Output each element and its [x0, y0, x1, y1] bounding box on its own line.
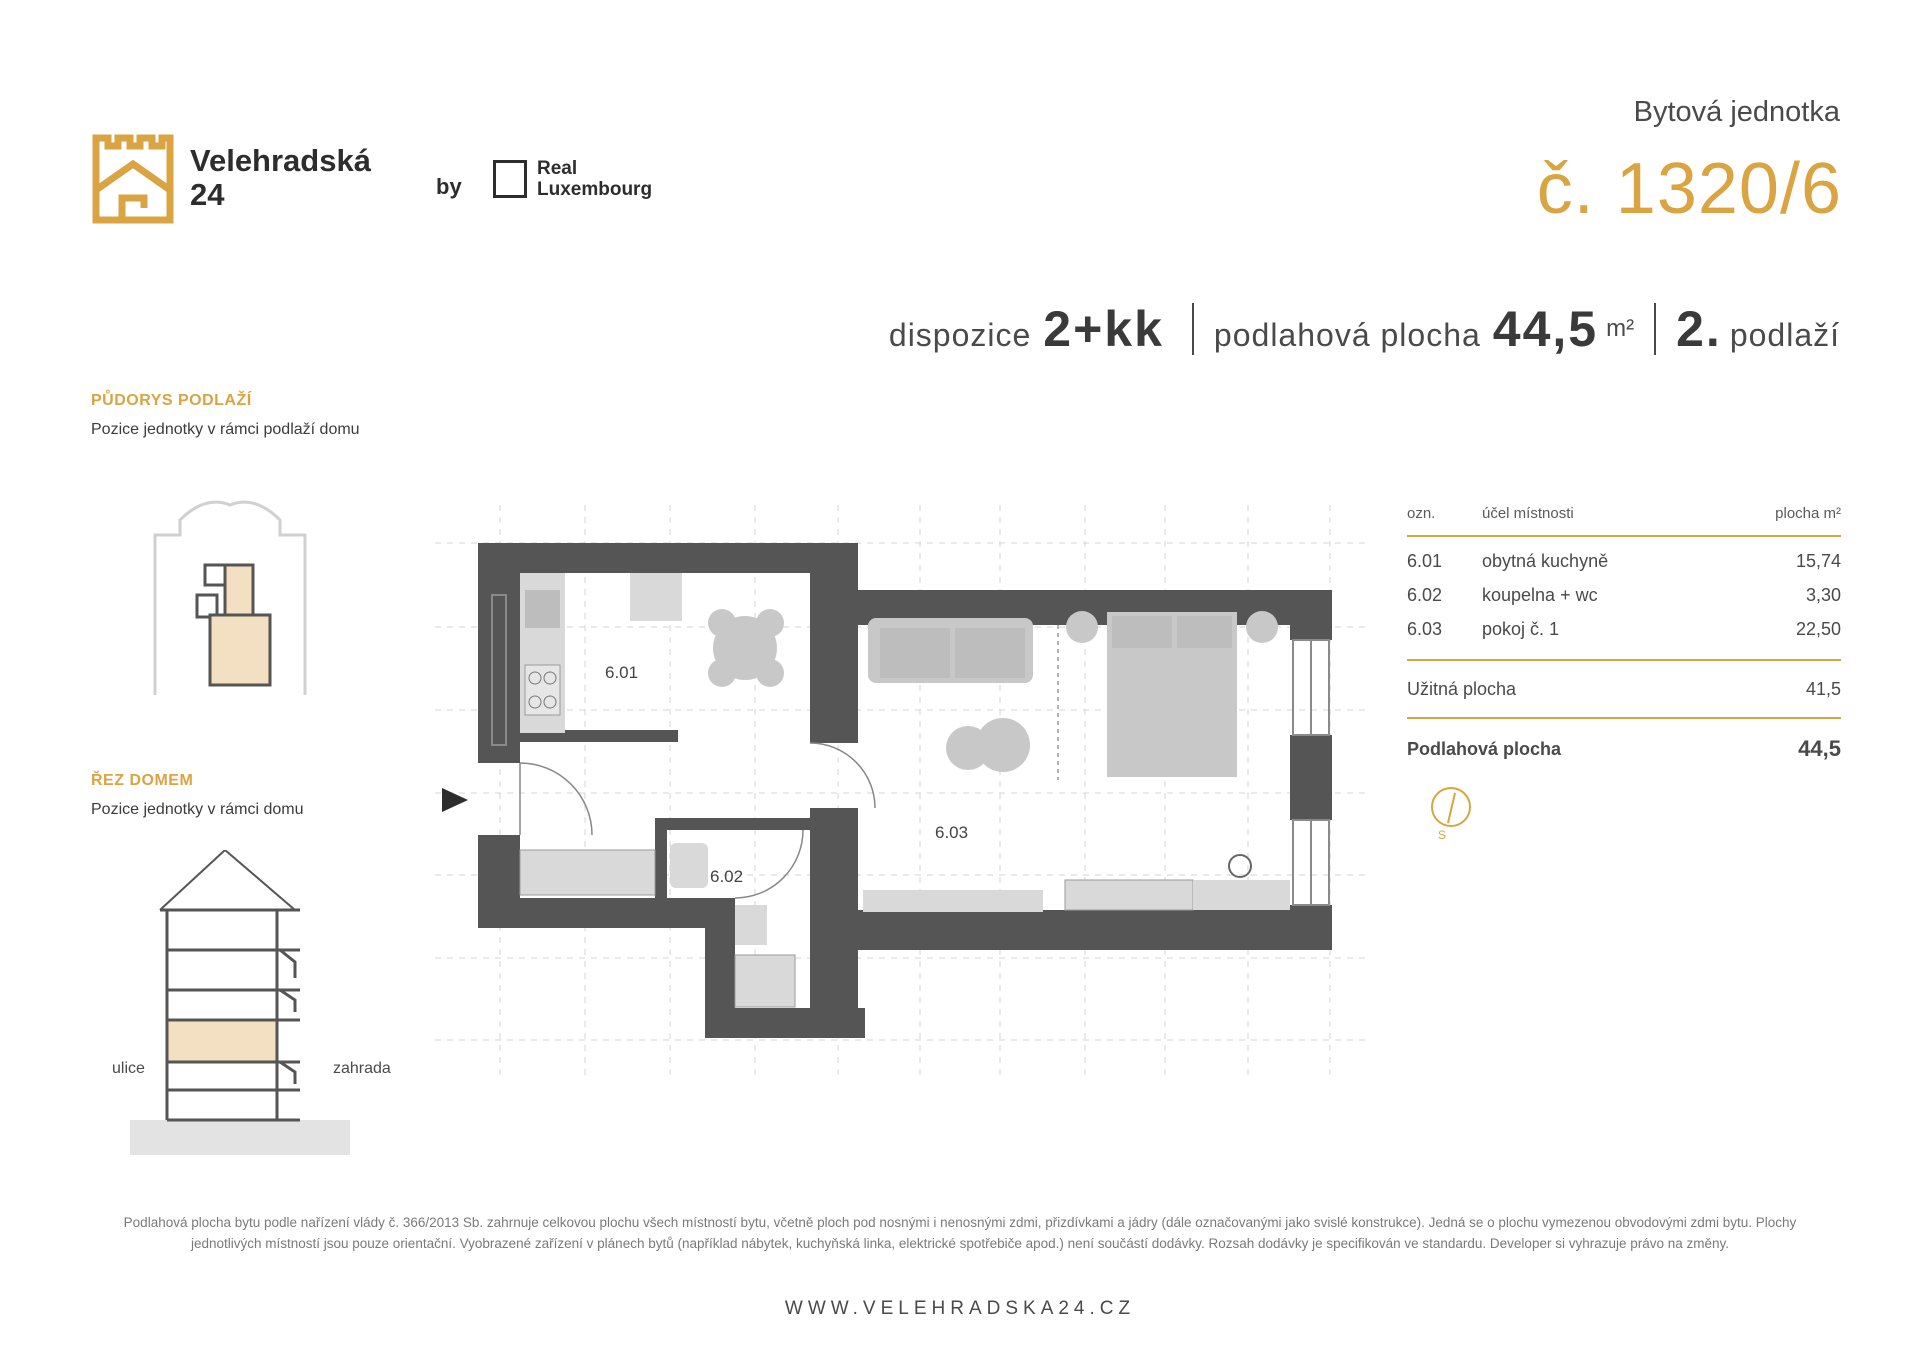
- brand-name-line2: 24: [190, 177, 225, 212]
- partner-name: [537, 158, 652, 200]
- divider: [1407, 659, 1841, 661]
- north-compass-icon: [1428, 785, 1474, 841]
- usable-area-row: [1407, 669, 1841, 709]
- layout-value: 2+kk: [1043, 301, 1164, 357]
- entrance-arrow-icon: [442, 788, 468, 812]
- divider: [1407, 535, 1841, 537]
- room-area: 15,74: [1795, 551, 1841, 571]
- real-luxembourg-logo-icon: [493, 160, 527, 198]
- brand-name-line1: Velehradská: [190, 143, 371, 178]
- room-purpose: pokoj č. 1: [1482, 619, 1560, 639]
- table-row: [1407, 551, 1841, 585]
- room-code: 6.03: [1407, 619, 1443, 639]
- floor-value: 2.: [1676, 301, 1722, 357]
- divider: [1654, 303, 1656, 355]
- usable-area-label: Užitná plocha: [1407, 678, 1517, 699]
- partner-name-line2: Luxembourg: [537, 179, 653, 200]
- table-row: [1407, 585, 1841, 619]
- room-table: [1407, 505, 1841, 769]
- area-unit: m²: [1606, 315, 1635, 342]
- floor-area-row: [1407, 729, 1841, 769]
- unit-summary: [889, 300, 1840, 358]
- room-purpose: obytná kuchyně: [1482, 551, 1609, 571]
- area-label: podlahová plocha: [1213, 317, 1481, 353]
- floor-plan-subtitle: Pozice jednotky v rámci podlaží domu: [91, 421, 360, 438]
- room-area: 3,30: [1805, 585, 1841, 605]
- disclaimer-text: Podlahová plocha bytu podle nařízení vlády č. 366/2013 Sb. zahrnuje celkovou plochu všech místností bytu, včetně ploch pod nosnými i nenosnými zdmi, přizdívkami a jádry (dále označovanými jako svislé konstrukce). Jedná se o plochu vymezenou obvodovými zdmi bytu. Plochy jednotlivých místností jsou pouze orientační. Vyobrazené zařízení v plánech bytů (například nábytek, kuchyňská linka, elektrické spotřebiče apod.) není součástí dodávky. Rozsah dodávky je specifikován ve standardu. Developer si vyhrazuje právo na změny.: [123, 1215, 1797, 1251]
- website-link[interactable]: WWW.VELEHRADSKA24.CZ: [784, 1298, 1136, 1319]
- brand-by: by: [436, 174, 462, 199]
- floor-area-label: Podlahová plocha: [1407, 738, 1562, 759]
- street-label: ulice: [112, 1060, 145, 1077]
- unit-number: č. 1320/6: [1536, 149, 1842, 229]
- room-label-601: 6.01: [605, 663, 639, 682]
- room-label-602: 6.02: [710, 867, 744, 886]
- divider: [1407, 717, 1841, 719]
- layout-label: dispozice: [888, 317, 1032, 353]
- floor-position-thumbnail: [145, 495, 325, 695]
- header-area: plocha m²: [1775, 505, 1841, 522]
- divider: [1192, 303, 1194, 355]
- table-row: [1407, 619, 1841, 653]
- room-code: 6.02: [1407, 585, 1443, 605]
- compass-label: S: [1438, 828, 1447, 841]
- garden-label: zahrada: [333, 1060, 391, 1077]
- velehradska-logo-icon: [92, 134, 174, 224]
- table-header: [1407, 505, 1841, 535]
- floor-area-value: 44,5: [1798, 736, 1841, 761]
- room-area: 22,50: [1795, 619, 1841, 639]
- area-value: 44,5: [1492, 301, 1599, 357]
- usable-area-value: 41,5: [1805, 678, 1841, 699]
- partner-name-line1: Real: [537, 158, 578, 179]
- header-code: ozn.: [1407, 505, 1436, 522]
- section-subtitle: Pozice jednotky v rámci domu: [91, 801, 304, 818]
- room-code: 6.01: [1407, 551, 1443, 571]
- brand-name: [190, 144, 371, 212]
- floor-label: podlaží: [1729, 317, 1840, 353]
- header-purpose: účel místnosti: [1482, 505, 1574, 522]
- section-title: ŘEZ DOMEM: [91, 772, 194, 789]
- building-section-thumbnail: [130, 850, 360, 1155]
- room-label-603: 6.03: [935, 823, 969, 842]
- unit-caption: Bytová jednotka: [1633, 96, 1840, 128]
- apartment-floor-plan: [430, 500, 1380, 1085]
- floor-plan-title: PŮDORYS PODLAŽÍ: [91, 392, 252, 409]
- room-purpose: koupelna + wc: [1482, 585, 1598, 605]
